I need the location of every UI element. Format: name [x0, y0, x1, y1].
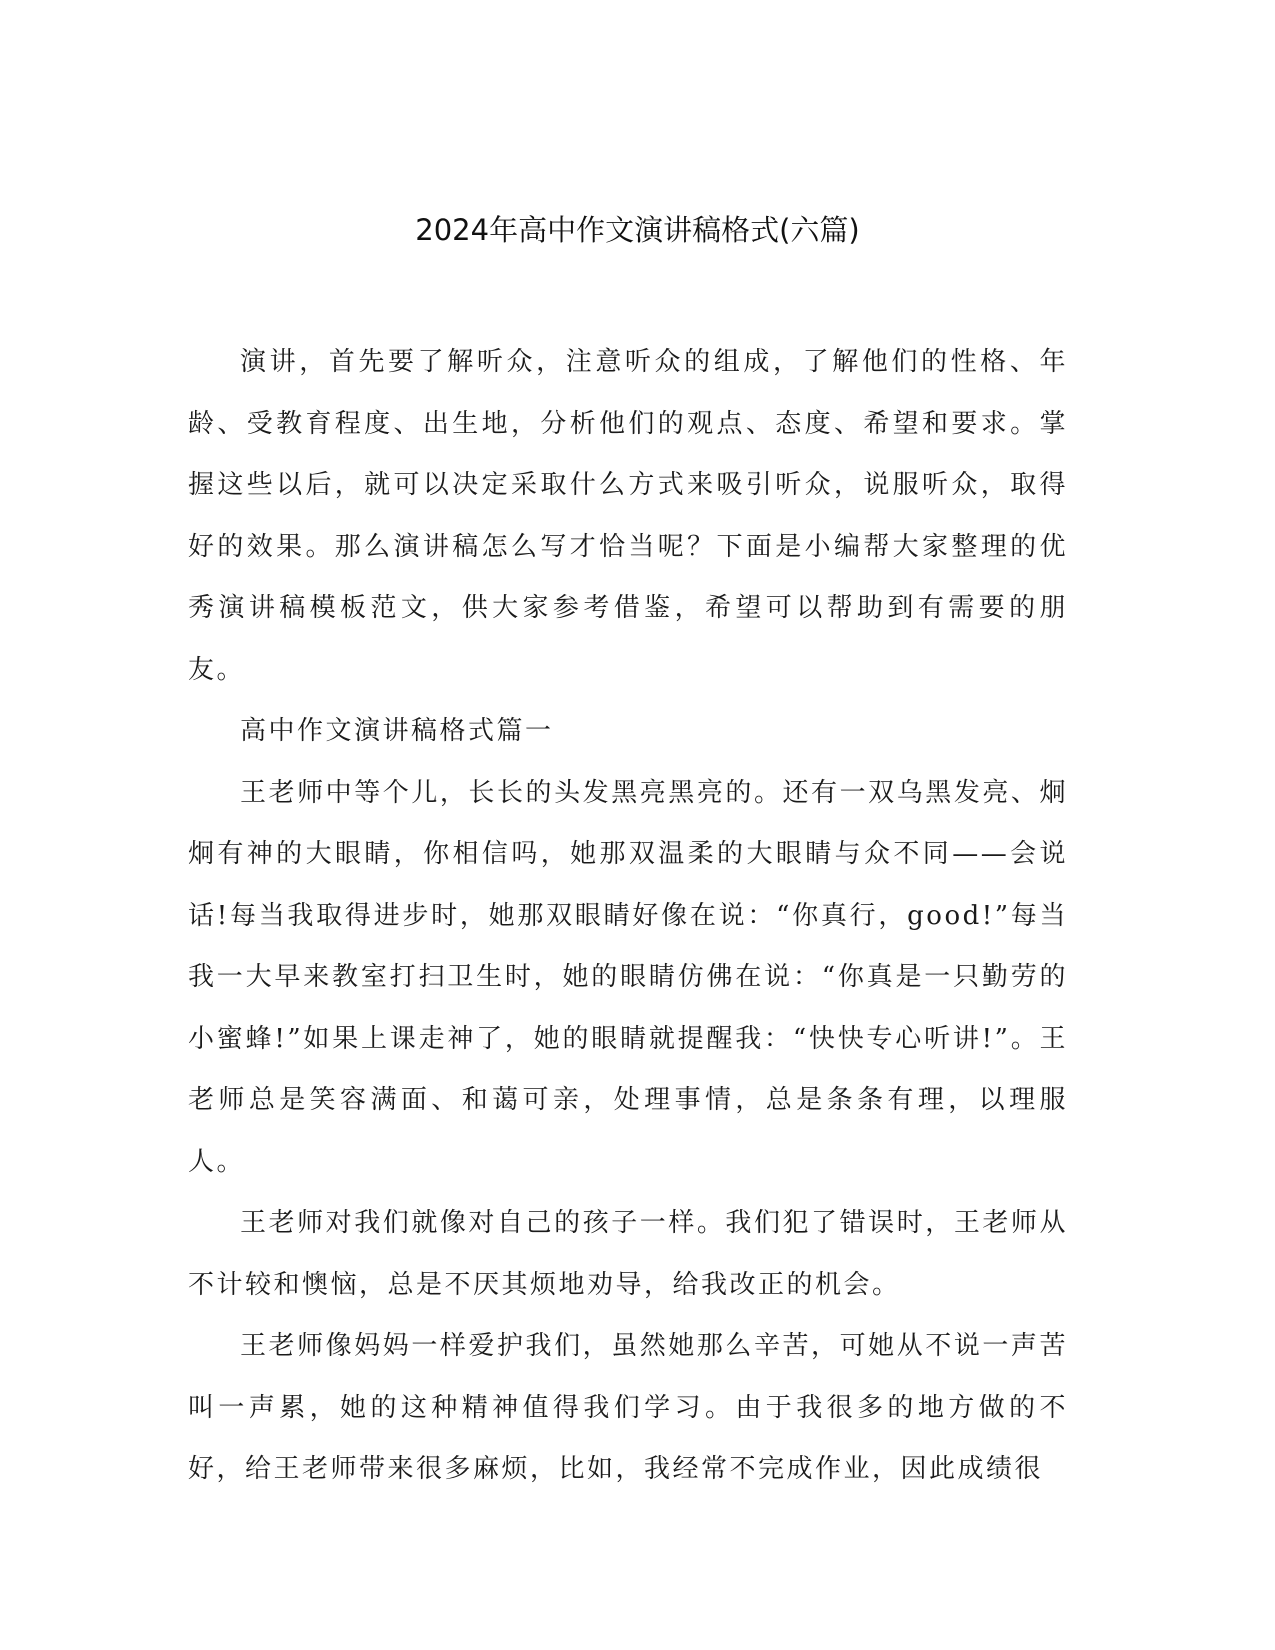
paragraph: 王老师中等个儿，长长的头发黑亮黑亮的。还有一双乌黑发亮、炯炯有神的大眼睛，你相信吗，她那双温柔的大眼睛与众不同——会说话!每当我取得进步时，她那双眼睛好像在说：“你真行，good!”每当我一大早来教室打扫卫生时，她的眼睛仿佛在说：“你真是一只勤劳的小蜜蜂!”如果上课走神了，她的眼睛就提醒我：“快快专心听讲!”。王老师总是笑容满面、和蔼可亲，处理事情，总是条条有理，以理服人。 — [188, 777, 1068, 1177]
paragraph: 王老师对我们就像对自己的孩子一样。我们犯了错误时，王老师从不计较和懊恼，总是不厌其烦地劝导，给我改正的机会。 — [188, 1208, 1068, 1300]
paragraph-intro: 演讲，首先要了解听众，注意听众的组成，了解他们的性格、年龄、受教育程度、出生地，分析他们的观点、态度、希望和要求。掌握这些以后，就可以决定采取什么方式来吸引听众，说服听众，取得好的效果。那么演讲稿怎么写才恰当呢？下面是小编帮大家整理的优秀演讲稿模板范文，供大家参考借鉴，希望可以帮助到有需要的朋友。 — [188, 347, 1068, 685]
document-title: 2024年高中作文演讲稿格式(六篇) — [415, 213, 860, 247]
section-heading: 高中作文演讲稿格式篇一 — [240, 716, 554, 746]
paragraph: 王老师像妈妈一样爱护我们，虽然她那么辛苦，可她从不说一声苦叫一声累，她的这种精神值得我们学习。由于我很多的地方做的不好，给王老师带来很多麻烦，比如，我经常不完成作业，因此成绩很 — [188, 1331, 1068, 1484]
document-body — [188, 332, 1068, 1501]
